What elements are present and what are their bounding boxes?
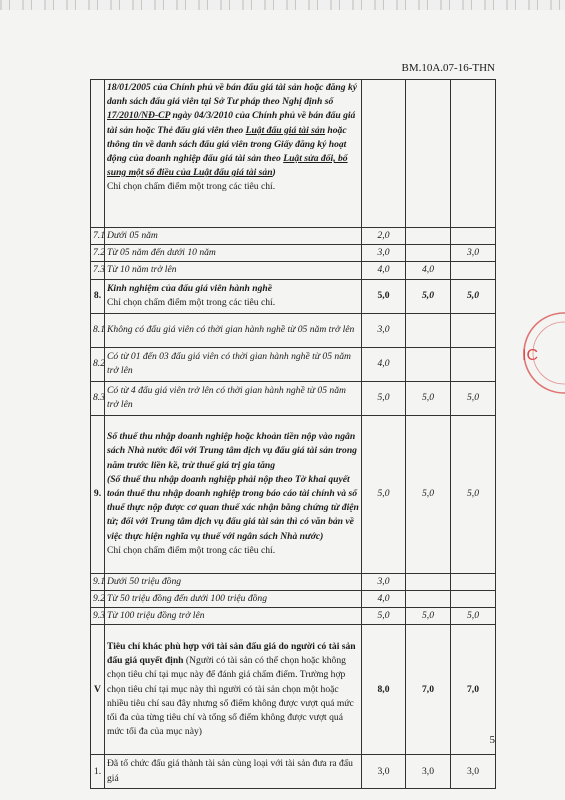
stamp-letters: IC — [522, 347, 538, 364]
score-col-3: 7,0 — [451, 625, 496, 755]
max-score: 3,0 — [362, 245, 406, 262]
score-col-2 — [406, 590, 451, 607]
score-col-3 — [451, 573, 496, 590]
max-score: 3,0 — [362, 313, 406, 347]
row-number: 7.1 — [91, 228, 105, 245]
document-code: BM.10A.07-16-THN — [401, 62, 495, 74]
max-score: 4,0 — [362, 347, 406, 381]
table-row — [91, 245, 496, 262]
max-score: 4,0 — [362, 590, 406, 607]
intro-text-2: ngày 04/3/2010 của Chính phủ về bán đấu giá tài sản hoặc Thẻ đấu giá viên theo — [107, 110, 356, 136]
table-row — [91, 228, 496, 245]
score-col-3 — [451, 590, 496, 607]
score-col-2 — [406, 228, 451, 245]
score-col-2: 5,0 — [406, 607, 451, 624]
score-col-3: 5,0 — [451, 415, 496, 573]
row-number: 8.2 — [91, 347, 105, 381]
score-col-2 — [406, 313, 451, 347]
criterion-title: Tiêu chí khác phù hợp với tài sản đấu giá do người có tài sản đấu giá quyết định — [107, 640, 356, 667]
table-row — [91, 607, 496, 624]
score-col-3 — [451, 347, 496, 381]
choose-note: Chỉ chọn chấm điểm một trong các tiêu chí. — [107, 181, 276, 193]
intro-text-4: ) — [272, 167, 276, 179]
score-col-2: 5,0 — [406, 279, 451, 313]
intro-text-1: 18/01/2005 của Chính phủ về bán đấu giá tài sản hoặc đăng ký danh sách đấu giá viên tại Sở Tư pháp theo Nghị định số — [107, 82, 358, 108]
table-row-section-V — [91, 625, 496, 755]
criterion-text: Từ 50 triệu đồng đến dưới 100 triệu đồng — [105, 590, 362, 607]
score-col-3 — [451, 228, 496, 245]
criterion-text: Không có đấu giá viên có thời gian hành nghề từ 05 năm trở lên — [105, 313, 362, 347]
score-col-2: 7,0 — [406, 625, 451, 755]
criterion-note: (Người có tài sản có thể chọn hoặc không chọn tiêu chí tại mục này để đánh giá chấm điểm. Trường hợp chọn tiêu chí tại mục này thì người có tài sản chọn một hoặc nhiều tiêu chí sau đây nhưng số điểm không được vượt quá mức tối đa của từng tiêu chí và tổng số điểm không được vượt quá mức tối đa của mục này) — [107, 655, 354, 738]
scan-top-strip — [0, 0, 565, 10]
max-score: 3,0 — [362, 573, 406, 590]
score-col-3 — [451, 262, 496, 279]
scoring-table — [90, 79, 496, 789]
score-col-3: 3,0 — [451, 245, 496, 262]
row-number: 9.1 — [91, 573, 105, 590]
decree-link: 17/2010/NĐ-CP — [107, 110, 171, 122]
max-score: 4,0 — [362, 262, 406, 279]
score-col-2 — [406, 245, 451, 262]
criterion-text: Có từ 01 đến 03 đấu giá viên có thời gian hành nghề từ 05 năm trở lên — [105, 347, 362, 381]
law-link: Luật đấu giá tài sản — [245, 124, 326, 136]
cell-no — [91, 80, 105, 228]
criterion-note: (Số thuế thu nhập doanh nghiệp phải nộp theo Tờ khai quyết toán thuế thu nhập doanh nghiệp trong báo cáo tài chính và số thuế thực nộp được cơ quan thuế xác nhận bằng chứng từ điện tử; đối với Trung tâm dịch vụ đấu giá tài sản thì có văn bản về việc thực hiện nghĩa vụ thuế với ngân sách Nhà nước) — [107, 473, 359, 542]
table-row — [91, 262, 496, 279]
max-score: 3,0 — [362, 755, 406, 789]
choose-note: Chỉ chọn chấm điểm một trong các tiêu chí. — [107, 544, 276, 556]
max-score: 8,0 — [362, 625, 406, 755]
criterion-text: Từ 10 năm trở lên — [105, 262, 362, 279]
table-row-section-8 — [91, 279, 496, 313]
row-number: 9. — [91, 415, 105, 573]
max-score: 2,0 — [362, 228, 406, 245]
max-score: 5,0 — [362, 381, 406, 415]
amended-law-link: Luật sửa đổi, bổ sung một số điều của Luật đấu giá tài sản — [107, 152, 348, 179]
row-number: 7.2 — [91, 245, 105, 262]
score-col-3: 5,0 — [451, 381, 496, 415]
criterion-text: Dưới 05 năm — [105, 228, 362, 245]
criterion-text: Từ 100 triệu đồng trở lên — [105, 607, 362, 624]
table-row — [91, 590, 496, 607]
intro-cell — [105, 80, 362, 228]
table-row — [91, 381, 496, 415]
max-score: 5,0 — [362, 607, 406, 624]
table-row — [91, 755, 496, 789]
table-row-intro — [91, 80, 496, 228]
criterion-text: Đã tổ chức đấu giá thành tài sản cùng loại với tài sản đưa ra đấu giá — [105, 755, 362, 789]
criterion-text: Từ 05 năm đến dưới 10 năm — [105, 245, 362, 262]
score-col-3: 5,0 — [451, 607, 496, 624]
score-col-2: 4,0 — [406, 262, 451, 279]
page-number: 5 — [489, 734, 495, 746]
criterion-title: Số thuế thu nhập doanh nghiệp hoặc khoản tiền nộp vào ngân sách Nhà nước đối với Trung tâm dịch vụ đấu giá tài sản trong năm trước liền kề, trừ thuế giá trị gia tăng — [107, 431, 357, 471]
row-number: 8.3 — [91, 381, 105, 415]
intro-text-3: hoặc thông tin về danh sách đấu giá viên trong Giấy đăng ký hoạt động của doanh nghiệp đấu giá tài sản theo — [107, 124, 347, 164]
criterion-cell — [105, 279, 362, 313]
criterion-cell — [105, 415, 362, 573]
table-row-section-9 — [91, 415, 496, 573]
score-col-2 — [406, 573, 451, 590]
table-row — [91, 573, 496, 590]
criterion-text: Có từ 4 đấu giá viên trở lên có thời gian hành nghề từ 05 năm trở lên — [105, 381, 362, 415]
choose-note: Chỉ chọn chấm điểm một trong các tiêu chí. — [107, 297, 276, 309]
score-col-2: 5,0 — [406, 381, 451, 415]
criterion-title: Kinh nghiệm của đấu giá viên hành nghề — [107, 282, 273, 294]
score-col-3: 3,0 — [451, 755, 496, 789]
red-seal-stamp — [516, 308, 565, 398]
score-col-3: 5,0 — [451, 279, 496, 313]
row-number: 9.2 — [91, 590, 105, 607]
row-number: V — [91, 625, 105, 755]
score-col-2: 3,0 — [406, 755, 451, 789]
criterion-text: Dưới 50 triệu đồng — [105, 573, 362, 590]
max-score: 5,0 — [362, 415, 406, 573]
row-number: 8.1 — [91, 313, 105, 347]
score-col-2: 5,0 — [406, 415, 451, 573]
row-number: 7.3 — [91, 262, 105, 279]
score-col-3 — [451, 313, 496, 347]
row-number: 1. — [91, 755, 105, 789]
criterion-cell — [105, 625, 362, 755]
row-number: 9.3 — [91, 607, 105, 624]
table-row — [91, 313, 496, 347]
table-row — [91, 347, 496, 381]
row-number: 8. — [91, 279, 105, 313]
max-score: 5,0 — [362, 279, 406, 313]
score-col-2 — [406, 347, 451, 381]
